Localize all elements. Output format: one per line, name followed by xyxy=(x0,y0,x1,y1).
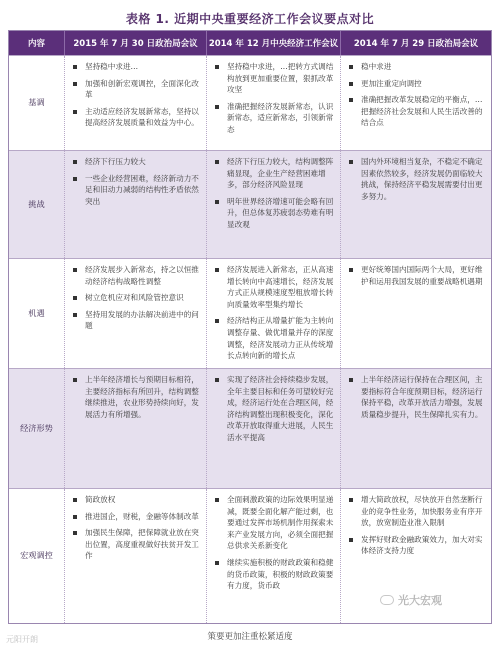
bullet-item: 推进国企，财税，金融等体制改革 xyxy=(71,511,202,523)
row-cell xyxy=(207,489,341,623)
bullet-item: 坚持稳中求进，…把转方式调结构放到更加重要位置，狠抓改革攻坚 xyxy=(213,61,336,96)
header-2014-12: 2014 年 12 月中央经济工作会议 xyxy=(207,31,341,55)
watermark-left: 元阳开朗 xyxy=(6,635,38,644)
bullet-item: 更好统筹国内国际两个大局，更好维护和运用我国发展的重要战略机遇期 xyxy=(347,264,487,287)
row-cell xyxy=(207,259,341,368)
bullet-item: 实现了经济社会持续稳步发展，全年主要目标和任务可望较好完成，经济运行处在合理区间，经济结构调整出现积极变化，深化改革开放取得重大进展，人民生活水平提高 xyxy=(213,374,336,444)
bullet-item: 经济结构正从增量扩能为主转向调整存量、做优增量并存的深度调整，经济发展动力正从传统增长点转向新的增长点 xyxy=(213,315,336,361)
row-cell xyxy=(341,259,491,368)
bullet-item: 坚持稳中求进… xyxy=(71,61,202,73)
table-header xyxy=(9,31,491,55)
bullet-item: 准确把握改革发展稳定的平衡点，…把握经济社会发展和人民生活改善的结合点 xyxy=(347,94,487,129)
row-cell xyxy=(65,259,207,368)
table-row-challenges xyxy=(9,150,491,258)
table-row-opportunities xyxy=(9,258,491,368)
bullet-item: 准确把握经济发展新常态，认识新常态，适应新常态，引领新常态 xyxy=(213,101,336,136)
bullet-item: 经济发展步入新常态，持之以恒推动经济结构战略性调整 xyxy=(71,264,202,287)
bullet-item: 上半年经济增长与预期目标相符，主要经济指标有所回升，结构调整继续推进，农业形势持续向好，发展活力有所增强。 xyxy=(71,374,202,420)
bullet-item: 树立危机应对和风险管控意识 xyxy=(71,292,202,304)
bullet-item: 增大简政放权，尽快放开自然垄断行业的竞争性业务，加快服务业有序开放，放宽制造业准入限制 xyxy=(347,494,487,529)
bullet-item: 更加注重定向调控 xyxy=(347,78,487,90)
row-cell xyxy=(65,369,207,488)
bullet-item: 经济发展进入新常态，正从高速增长转向中高速增长，经济发展方式正从规模速度型粗放增长转向质量效率型集约增长 xyxy=(213,264,336,310)
bullet-item: 稳中求进 xyxy=(347,61,487,73)
row-label: 挑战 xyxy=(9,151,65,258)
table-row-tone xyxy=(9,55,491,150)
row-cell xyxy=(207,151,341,258)
header-2014-07-29: 2014 年 7 月 29 日政治局会议 xyxy=(353,39,479,49)
row-cell xyxy=(65,489,207,623)
row-cell xyxy=(207,56,341,150)
bullet-item: 国内外环境相当复杂，不稳定不确定因素依然较多，经济发展仍面临较大挑战，保持经济平稳发展需要付出更多努力。 xyxy=(347,156,487,202)
row-label: 宏观调控 xyxy=(9,489,65,623)
wechat-icon xyxy=(380,595,394,605)
row-label: 机遇 xyxy=(9,259,65,368)
bullet-item: 上半年经济运行保持在合理区间，主要指标符合年度预期目标，经济运行保持平稳，改革开放活力增强，发展质量稳步提升，民生保障扎实有力。 xyxy=(347,374,487,420)
watermark-right-text: 光大宏观 xyxy=(398,594,442,607)
bullet-item: 简政放权 xyxy=(71,494,202,506)
header-2015-07-30: 2015 年 7 月 30 日政治局会议 xyxy=(65,31,207,55)
footer-text: 策要更加注重松紧适度 xyxy=(207,632,293,642)
bullet-item: 主动适应经济发展新常态，坚持以提高经济发展质量和效益为中心。 xyxy=(71,106,202,129)
watermark-right xyxy=(380,592,442,608)
row-label: 经济形势 xyxy=(9,369,65,488)
bullet-item: 加强和创新宏观调控，全面深化改革 xyxy=(71,78,202,101)
header-content: 内容 xyxy=(9,31,65,55)
row-cell xyxy=(341,56,491,150)
row-cell xyxy=(65,56,207,150)
row-cell xyxy=(207,369,341,488)
row-label: 基调 xyxy=(9,56,65,150)
table-title: 表格 1. 近期中央重要经济工作会议要点对比 xyxy=(125,11,375,26)
row-cell xyxy=(341,369,491,488)
bullet-item: 经济下行压力较大 xyxy=(71,156,202,168)
bullet-item: 一些企业经营困难，经济新动力不足和旧动力减弱的结构性矛盾依然突出 xyxy=(71,173,202,208)
table-row-economic-situation xyxy=(9,368,491,488)
comparison-table xyxy=(8,30,492,624)
bullet-item: 发挥好财政金融政策效力，加大对实体经济支持力度 xyxy=(347,534,487,557)
row-cell xyxy=(341,151,491,258)
bullet-item: 明年世界经济增速可能会略有回升，但总体复苏疲弱态势难有明显改观 xyxy=(213,196,336,231)
bullet-item: 经济下行压力较大，结构调整阵痛显现，企业生产经营困难增多，部分经济风险显现 xyxy=(213,156,336,191)
bullet-item: 坚持用发展的办法解决前进中的问题 xyxy=(71,309,202,332)
bullet-item: 全面刺激政策的边际效果明显递减，既要全面化解产能过剩，也要通过发挥市场机制作用探索未来产业发展方向，必须全面把握总供求关系新变化 xyxy=(213,494,336,552)
bullet-item: 继续实施积极的财政政策和稳健的货币政策，积极的财政政策要有力度，货币政 xyxy=(213,557,336,592)
bullet-item: 加强民生保障，把保障就业放在突出位置，高度重视做好扶贫开发工作 xyxy=(71,527,202,562)
row-cell xyxy=(65,151,207,258)
